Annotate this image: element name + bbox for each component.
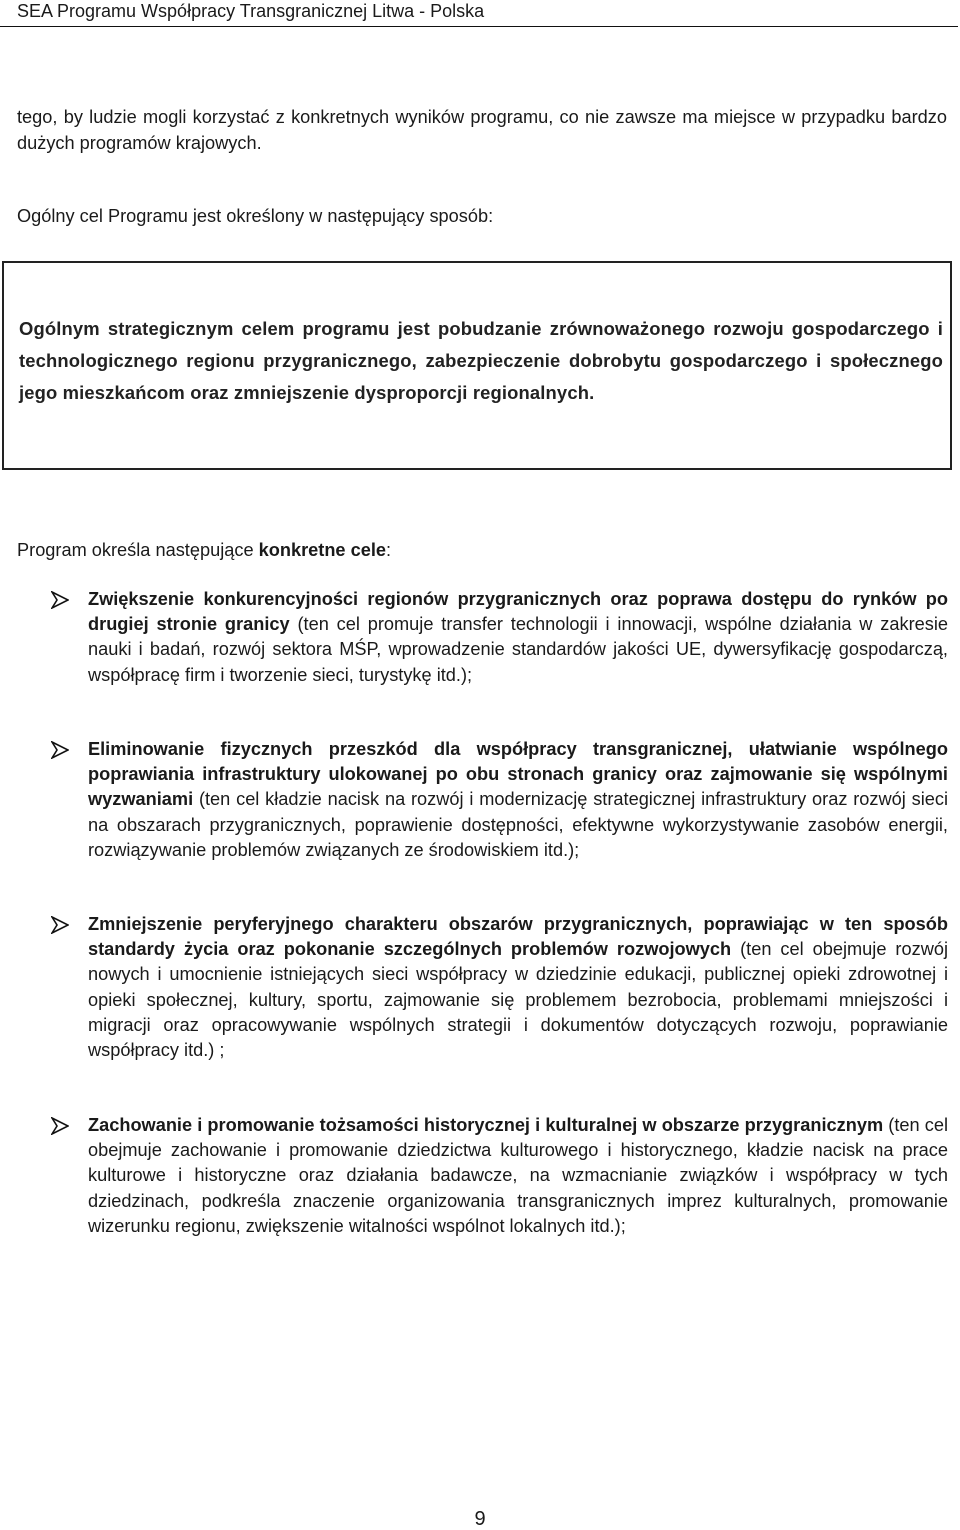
- arrowhead-bullet-icon: [51, 741, 69, 759]
- specific-goals-intro: [17, 537, 947, 563]
- arrowhead-bullet-icon: [51, 591, 69, 609]
- general-goal-intro: Ogólny cel Programu jest określony w następujący sposób:: [17, 206, 494, 226]
- goal-description: (ten cel promuje transfer technologii i innowacji, wspólne działania w zakresie nauki i badań, rozwój sektora MŚP, wprowadzenie standardów jakości UE, dywersyfikację gospodarczą, współpracę firm i tworzenie sieci, turystykę itd.);: [88, 614, 949, 685]
- goal-text: [88, 737, 948, 863]
- goal-title: Zwiększenie konkurencyjności regionów przygranicznych oraz poprawa dostępu do rynków po drugiej stronie granicy: [88, 589, 948, 635]
- strategic-goal-box: [2, 261, 952, 470]
- intro-suffix: :: [386, 540, 392, 560]
- strategic-goal-text: Ogólnym strategicznym celem programu jest pobudzanie zrównoważonego rozwoju gospodarczego i technologicznego regionu przygranicznego, zabezpieczenie dobrobytu gospodarczego i społecznego jego mieszkańcom oraz zmniejszenie dysproporcji regionalnych.: [19, 318, 943, 403]
- document-title: SEA Programu Współpracy Transgranicznej Litwa - Polska: [17, 1, 485, 21]
- goal-text: [88, 912, 948, 1063]
- header-divider: [0, 26, 958, 27]
- goal-title: Eliminowanie fizycznych przeszkód dla współpracy transgranicznej, ułatwianie wspólnego poprawiania infrastruktury ulokowanej po obu stronach granicy oraz zajmowanie się wspólnymi wyzwaniami: [88, 739, 948, 810]
- page-number: 9: [474, 1508, 486, 1530]
- goal-description: (ten cel kładzie nacisk na rozwój i modernizację strategicznej infrastruktury oraz rozwój sieci na obszarach przygranicznych, poprawienie dostępności, efektywne wykorzystywanie zasobów energii, rozwiązywanie problemów związanych ze środowiskiem itd.);: [88, 789, 948, 860]
- page-header: [0, 0, 960, 24]
- intro-bold: konkretne cele: [258, 540, 386, 560]
- goal-text: [88, 1113, 948, 1239]
- intro-prefix: Program określa następujące: [17, 540, 259, 560]
- goal-title: Zmniejszenie peryferyjnego charakteru obszarów przygranicznych, poprawiając w ten sposób standardy życia oraz pokonanie szczególnych problemów rozwojowych: [88, 914, 948, 960]
- goal-text: [88, 587, 948, 688]
- arrowhead-bullet-icon: [51, 1117, 69, 1135]
- goal-description: (ten cel obejmuje rozwój nowych i umocnienie istniejących sieci współpracy w dziedzinie edukacji, publicznej opieki zdrowotnej i opieki społecznej, kultury, sportu, zajmowanie się problemem bezrobocia, problemami mniejszości i migracji oraz opracowywanie wspólnych strategii i dokumentów dotyczących rozwoju, poprawianie współpracy itd.) ;: [88, 939, 948, 1061]
- goal-description: (ten cel obejmuje zachowanie i promowanie dziedzictwa kulturowego i historycznego, kładzie nacisk na prace kulturowe i historyczne oraz działania badawcze, na wzmacnianie związków i współpracy w tych dziedzinach, podkreśla znaczenie organizowania transgranicznych imprez kulturalnych, promowanie wizerunku regionu, zwiększenie witalności wspólnot lokalnych itd.);: [88, 1115, 949, 1236]
- goal-title: Zachowanie i promowanie tożsamości historycznej i kulturalnej w obszarze przygranicznym: [88, 1115, 884, 1135]
- arrowhead-bullet-icon: [51, 916, 69, 934]
- continuation-paragraph: tego, by ludzie mogli korzystać z konkretnych wyników programu, co nie zawsze ma miejsce w przypadku bardzo dużych programów krajowych.: [17, 107, 947, 153]
